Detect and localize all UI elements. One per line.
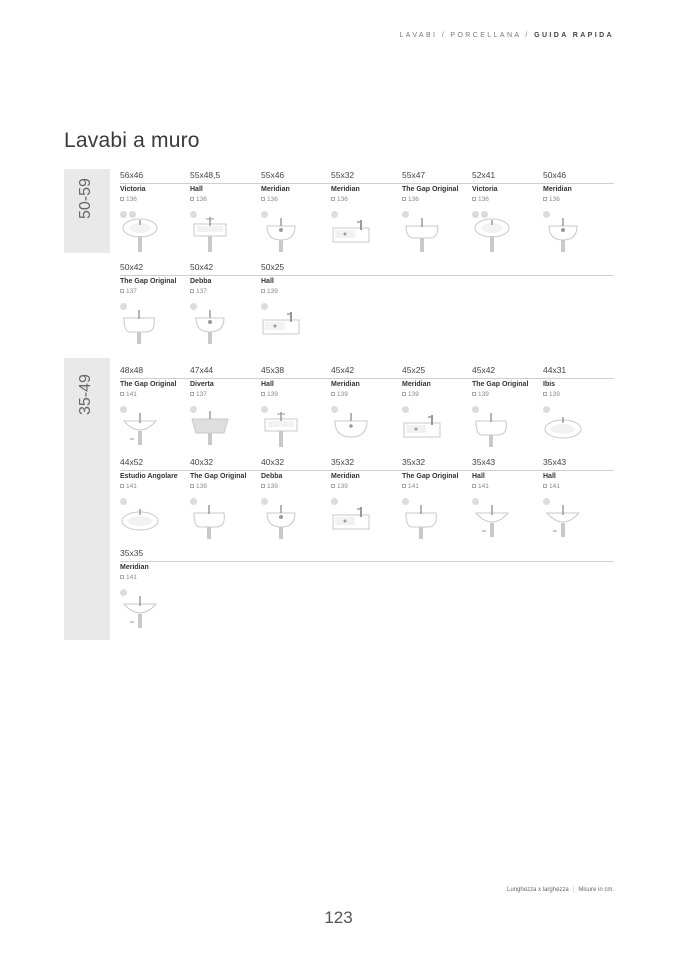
footer-note-units: Misure in cm.	[578, 887, 614, 893]
page-title: Lavabi a muro	[64, 129, 200, 152]
book-icon	[543, 484, 547, 488]
book-icon	[472, 197, 476, 201]
finish-swatches	[190, 297, 199, 305]
washbasin-round-plain-icon	[331, 409, 371, 451]
product-name: Meridian	[331, 473, 360, 480]
size-range-label: 35-49	[77, 374, 94, 415]
product-dimensions: 35x43	[543, 457, 567, 467]
footer-separator: |	[572, 887, 575, 893]
size-range-band	[64, 169, 110, 253]
product-name: Hall	[190, 186, 203, 193]
finish-swatches	[472, 205, 490, 213]
product-name: The Gap Original	[190, 473, 247, 480]
washbasin-square-siphon-icon	[190, 501, 230, 543]
page-reference-number: 137	[196, 391, 207, 398]
washbasin-corner-icon	[120, 592, 160, 634]
page-reference[interactable]	[543, 391, 560, 398]
product-dimensions: 50x25	[261, 262, 285, 272]
page-reference[interactable]	[472, 196, 489, 203]
washbasin-side-tap-icon	[402, 409, 442, 451]
finish-swatches	[472, 492, 481, 500]
washbasin-square-siphon-icon	[402, 501, 442, 543]
product-card[interactable]	[120, 457, 192, 547]
product-card[interactable]	[331, 365, 403, 455]
product-dimensions: 45x42	[331, 365, 355, 375]
product-card[interactable]	[472, 170, 544, 260]
page-reference[interactable]	[472, 391, 489, 398]
page-reference-number: 139	[337, 391, 348, 398]
product-dimensions: 44x52	[120, 457, 144, 467]
product-name: Debba	[261, 473, 283, 480]
page-reference-number: 137	[126, 288, 137, 295]
book-icon	[331, 197, 335, 201]
footer-note-dimensions: Lunghezza x larghezza	[507, 887, 569, 893]
product-row	[120, 365, 614, 455]
product-card[interactable]	[120, 548, 192, 638]
product-row	[120, 548, 614, 638]
page-number: 123	[324, 908, 353, 927]
product-name: Meridian	[331, 186, 360, 193]
product-dimensions: 50x46	[543, 170, 567, 180]
washbasin-square-siphon-icon	[472, 409, 512, 451]
finish-swatches	[120, 583, 129, 591]
breadcrumb-current: GUIDA RAPIDA	[534, 32, 614, 39]
page-reference-number: 139	[267, 288, 278, 295]
book-icon	[120, 289, 124, 293]
product-name: Ibis	[543, 381, 556, 388]
washbasin-square-pedestal-icon	[402, 214, 442, 256]
book-icon	[120, 392, 124, 396]
page-reference[interactable]	[120, 196, 137, 203]
finish-swatches	[472, 400, 481, 408]
page-reference[interactable]	[543, 196, 560, 203]
finish-swatches	[120, 492, 129, 500]
finish-swatches	[261, 400, 270, 408]
product-card[interactable]	[190, 170, 262, 260]
product-row	[120, 262, 614, 352]
product-row	[120, 170, 614, 260]
book-icon	[190, 289, 194, 293]
product-name: The Gap Original	[120, 278, 177, 285]
page-reference-number: 139	[267, 391, 278, 398]
product-name: The Gap Original	[402, 186, 459, 193]
washbasin-side-tap-icon	[331, 501, 371, 543]
product-card[interactable]	[261, 457, 333, 547]
product-row	[120, 457, 614, 547]
finish-swatches	[402, 205, 411, 213]
book-icon	[472, 392, 476, 396]
page-reference[interactable]	[402, 196, 419, 203]
product-card[interactable]	[472, 365, 544, 455]
product-dimensions: 55x46	[261, 170, 285, 180]
size-range-band	[64, 358, 110, 640]
page-reference-number: 141	[126, 391, 137, 398]
finish-swatches	[190, 492, 199, 500]
page-reference-number: 136	[196, 196, 207, 203]
washbasin-round-siphon-icon	[190, 306, 230, 348]
washbasin-oval-pedestal-icon	[120, 214, 160, 256]
product-name: Estudio Angolare	[120, 473, 178, 480]
washbasin-rect-pedestal-icon	[261, 409, 301, 451]
product-name: Hall	[543, 473, 556, 480]
product-card[interactable]	[472, 457, 544, 547]
product-name: Meridian	[261, 186, 290, 193]
book-icon	[120, 197, 124, 201]
product-dimensions: 35x32	[331, 457, 355, 467]
page-reference-number: 139	[408, 391, 419, 398]
washbasin-rect-pedestal-icon	[190, 214, 230, 256]
page-reference-number: 141	[408, 483, 419, 490]
finish-swatches	[190, 205, 199, 213]
product-card[interactable]	[261, 365, 333, 455]
product-card[interactable]	[331, 170, 403, 260]
product-card[interactable]	[402, 457, 474, 547]
book-icon	[402, 197, 406, 201]
book-icon	[261, 392, 265, 396]
book-icon	[331, 392, 335, 396]
page-reference[interactable]	[261, 483, 278, 490]
washbasin-square-siphon-icon	[120, 306, 160, 348]
product-card[interactable]	[402, 365, 474, 455]
product-card[interactable]	[120, 170, 192, 260]
page-reference[interactable]	[190, 288, 207, 295]
page-reference[interactable]	[543, 483, 560, 490]
product-dimensions: 35x35	[120, 548, 144, 558]
page-reference-number: 136	[549, 196, 560, 203]
product-dimensions: 47x44	[190, 365, 214, 375]
washbasin-corner-icon	[472, 501, 512, 543]
page-reference[interactable]	[331, 483, 348, 490]
finish-swatches	[543, 205, 552, 213]
page-reference[interactable]	[472, 483, 489, 490]
washbasin-oval-plain-icon	[543, 409, 583, 451]
finish-swatches	[331, 205, 340, 213]
product-dimensions: 45x38	[261, 365, 285, 375]
finish-swatches	[261, 205, 270, 213]
book-icon	[402, 484, 406, 488]
product-card[interactable]	[120, 365, 192, 455]
product-card[interactable]	[190, 365, 262, 455]
page-reference-number: 141	[126, 483, 137, 490]
page-reference-number: 136	[337, 196, 348, 203]
book-icon	[120, 484, 124, 488]
product-name: Meridian	[120, 564, 149, 571]
washbasin-side-tap-icon	[261, 306, 301, 348]
page-reference-number: 136	[126, 196, 137, 203]
row-divider	[120, 561, 614, 562]
product-card[interactable]	[261, 262, 333, 352]
product-name: The Gap Original	[402, 473, 459, 480]
product-name: Hall	[472, 473, 485, 480]
book-icon	[120, 575, 124, 579]
book-icon	[190, 484, 194, 488]
book-icon	[261, 289, 265, 293]
product-dimensions: 55x32	[331, 170, 355, 180]
product-dimensions: 50x42	[190, 262, 214, 272]
washbasin-oval-plain-icon	[120, 501, 160, 543]
product-dimensions: 45x42	[472, 365, 496, 375]
product-name: Victoria	[472, 186, 498, 193]
page-reference-number: 136	[478, 196, 489, 203]
page-reference-number: 136	[267, 196, 278, 203]
page-reference[interactable]	[120, 574, 137, 581]
breadcrumb-path: LAVABI / PORCELLANA /	[399, 32, 535, 39]
product-name: Meridian	[402, 381, 431, 388]
product-dimensions: 35x43	[472, 457, 496, 467]
page-reference-number: 139	[337, 483, 348, 490]
book-icon	[402, 392, 406, 396]
book-icon	[543, 392, 547, 396]
finish-swatches	[261, 297, 270, 305]
product-dimensions: 45x25	[402, 365, 426, 375]
product-name: Hall	[261, 278, 274, 285]
page-reference-number: 139	[196, 483, 207, 490]
finish-swatches	[331, 400, 340, 408]
product-name: Meridian	[331, 381, 360, 388]
product-name: Diverta	[190, 381, 214, 388]
product-dimensions: 40x32	[261, 457, 285, 467]
book-icon	[190, 197, 194, 201]
page-reference[interactable]	[120, 288, 137, 295]
washbasin-round-siphon-icon	[543, 214, 583, 256]
footer-note	[507, 887, 614, 893]
page-reference[interactable]	[190, 483, 207, 490]
page-reference[interactable]	[261, 288, 278, 295]
page-reference[interactable]	[402, 483, 419, 490]
product-dimensions: 56x46	[120, 170, 144, 180]
page-reference[interactable]	[120, 391, 137, 398]
page-reference-number: 139	[478, 391, 489, 398]
product-card[interactable]	[543, 365, 615, 455]
page-reference-number: 136	[408, 196, 419, 203]
product-dimensions: 44x31	[543, 365, 567, 375]
washbasin-round-siphon-icon	[261, 501, 301, 543]
page-reference[interactable]	[190, 196, 207, 203]
product-name: The Gap Original	[472, 381, 529, 388]
finish-swatches	[402, 492, 411, 500]
finish-swatches	[190, 400, 199, 408]
finish-swatches	[120, 205, 138, 213]
product-dimensions: 35x32	[402, 457, 426, 467]
product-card[interactable]	[190, 262, 262, 352]
finish-swatches	[543, 400, 552, 408]
page-reference[interactable]	[331, 391, 348, 398]
product-card[interactable]	[331, 457, 403, 547]
page-reference[interactable]	[261, 391, 278, 398]
page-reference-number: 139	[549, 391, 560, 398]
product-card[interactable]	[120, 262, 192, 352]
book-icon	[190, 392, 194, 396]
product-dimensions: 55x47	[402, 170, 426, 180]
finish-swatches	[402, 400, 411, 408]
finish-swatches	[120, 297, 129, 305]
washbasin-corner-icon	[543, 501, 583, 543]
product-name: The Gap Original	[120, 381, 177, 388]
product-name: Victoria	[120, 186, 146, 193]
size-range-label: 50-59	[77, 178, 94, 219]
page-reference-number: 141	[478, 483, 489, 490]
washbasin-corner-icon	[120, 409, 160, 451]
washbasin-oval-pedestal-icon	[472, 214, 512, 256]
page-reference[interactable]	[402, 391, 419, 398]
product-dimensions: 40x32	[190, 457, 214, 467]
page-reference-number: 139	[267, 483, 278, 490]
book-icon	[472, 484, 476, 488]
book-icon	[543, 197, 547, 201]
finish-swatches	[331, 492, 340, 500]
product-card[interactable]	[543, 170, 615, 260]
washbasin-round-siphon-icon	[261, 214, 301, 256]
product-card[interactable]	[402, 170, 474, 260]
book-icon	[261, 197, 265, 201]
page-reference[interactable]	[120, 483, 137, 490]
page-reference[interactable]	[331, 196, 348, 203]
page-reference[interactable]	[190, 391, 207, 398]
finish-swatches	[261, 492, 270, 500]
page-reference[interactable]	[261, 196, 278, 203]
washbasin-vessel-icon	[190, 409, 230, 451]
finish-swatches	[120, 400, 129, 408]
product-dimensions: 48x48	[120, 365, 144, 375]
page-reference-number: 141	[126, 574, 137, 581]
product-name: Hall	[261, 381, 274, 388]
washbasin-side-tap-icon	[331, 214, 371, 256]
product-card[interactable]	[543, 457, 615, 547]
book-icon	[261, 484, 265, 488]
page-reference-number: 137	[196, 288, 207, 295]
product-dimensions: 50x42	[120, 262, 144, 272]
product-card[interactable]	[190, 457, 262, 547]
product-card[interactable]	[261, 170, 333, 260]
product-dimensions: 52x41	[472, 170, 496, 180]
product-name: Meridian	[543, 186, 572, 193]
product-name: Debba	[190, 278, 212, 285]
page-reference-number: 141	[549, 483, 560, 490]
finish-swatches	[543, 492, 552, 500]
breadcrumb	[399, 32, 614, 39]
book-icon	[331, 484, 335, 488]
product-dimensions: 55x48,5	[190, 170, 221, 180]
